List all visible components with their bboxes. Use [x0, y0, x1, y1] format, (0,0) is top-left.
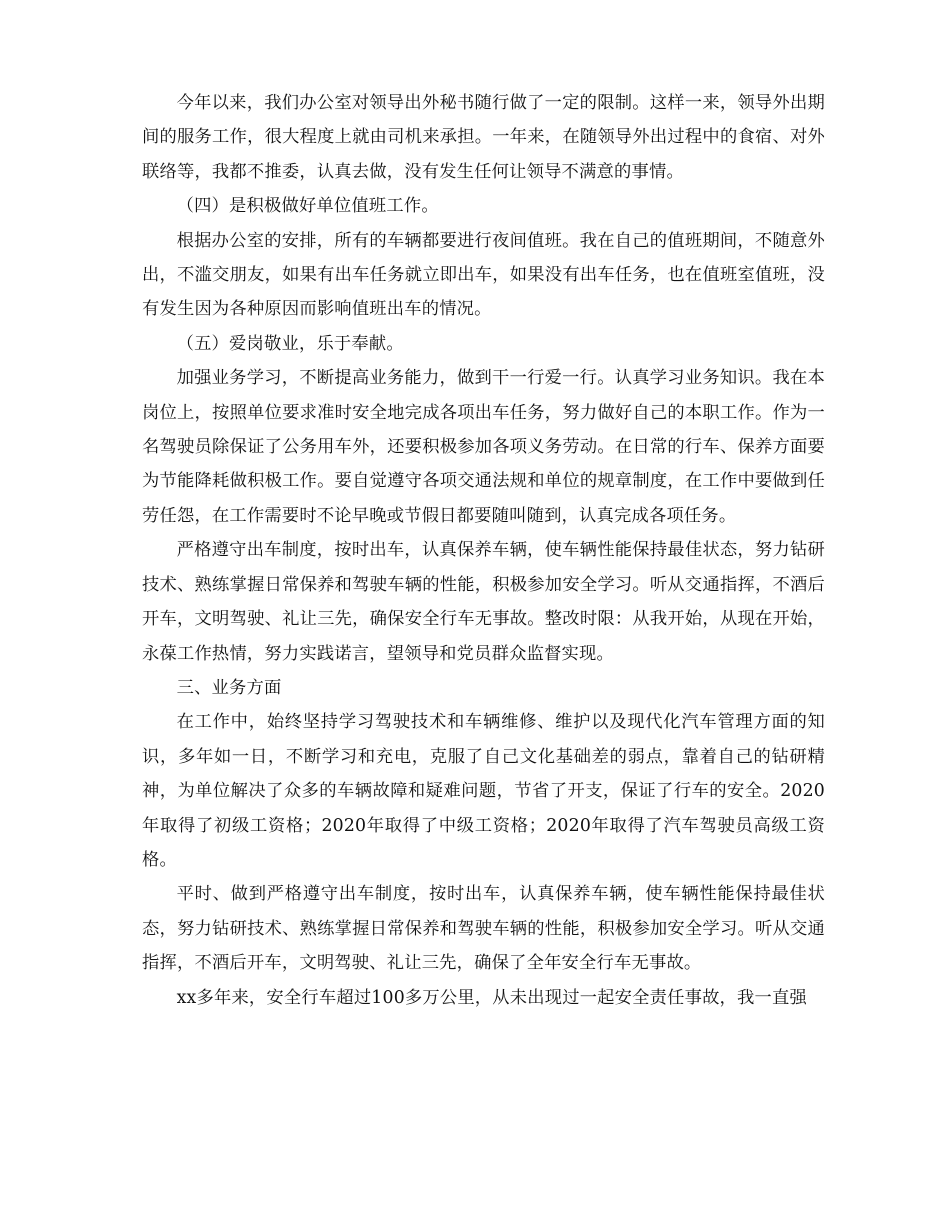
- paragraph-secretary-escort: 今年以来，我们办公室对领导出外秘书随行做了一定的限制。这样一来，领导外出期间的服务工作，很大程度上就由司机来承担。一年来，在随领导外出过程中的食宿、对外联络等，我都不推委，认真去做，没有发生任何让领导不满意的事情。: [142, 93, 825, 182]
- document-page: [142, 86, 825, 1015]
- paragraph-daily-conduct: 平时、做到严格遵守出车制度，按时出车，认真保养车辆，使车辆性能保持最佳状态，努力钻研技术、熟练掌握日常保养和驾驶车辆的性能，积极参加安全学习。听从交通指挥，不酒后开车，文明驾驶、礼让三先，确保了全年安全行车无事故。: [142, 884, 825, 974]
- paragraph-technical-learning: 在工作中，始终坚持学习驾驶技术和车辆维修、维护以及现代化汽车管理方面的知识，多年如一日，不断学习和充电，克服了自己文化基础差的弱点，靠着自己的钻研精神，为单位解决了众多的车辆故障和疑难问题，节省了开支，保证了行车的安全。2020年取得了初级工资格；2020年取得了中级工资格；2020年取得了汽车驾驶员高级工资格。: [142, 712, 825, 870]
- heading-dedication: （五）爱岗敬业，乐于奉献。: [176, 333, 404, 354]
- paragraph-safety-record: xx多年来，安全行车超过100多万公里，从未出现过一起安全责任事故，我一直强: [176, 987, 807, 1008]
- heading-duty-work: （四）是积极做好单位值班工作。: [176, 196, 439, 217]
- heading-business-aspect: 三、业务方面: [176, 677, 282, 698]
- paragraph-driving-rules: 严格遵守出车制度，按时出车，认真保养车辆，使车辆性能保持最佳状态，努力钻研技术、熟练掌握日常保养和驾驶车辆的性能，积极参加安全学习。听从交通指挥，不酒后开车，文明驾驶、礼让三先，确保安全行车无事故。整改时限：从我开始，从现在开始，永葆工作热情，努力实践诺言，望领导和党员群众监督实现。: [142, 540, 825, 664]
- paragraph-business-study: 加强业务学习，不断提高业务能力，做到干一行爱一行。认真学习业务知识。我在本岗位上，按照单位要求准时安全地完成各项出车任务，努力做好自己的本职工作。作为一名驾驶员除保证了公务用车外，还要积极参加各项义务劳动。在日常的行车、保养方面要为节能降耗做积极工作。要自觉遵守各项交通法规和单位的规章制度，在工作中要做到任劳任怨，在工作需要时不论早晚或节假日都要随叫随到，认真完成各项任务。: [142, 368, 825, 526]
- paragraph-night-duty: 根据办公室的安排，所有的车辆都要进行夜间值班。我在自己的值班期间，不随意外出，不滥交朋友，如果有出车任务就立即出车，如果没有出车任务，也在值班室值班，没有发生因为各种原因而影响值班出车的情况。: [142, 230, 825, 320]
